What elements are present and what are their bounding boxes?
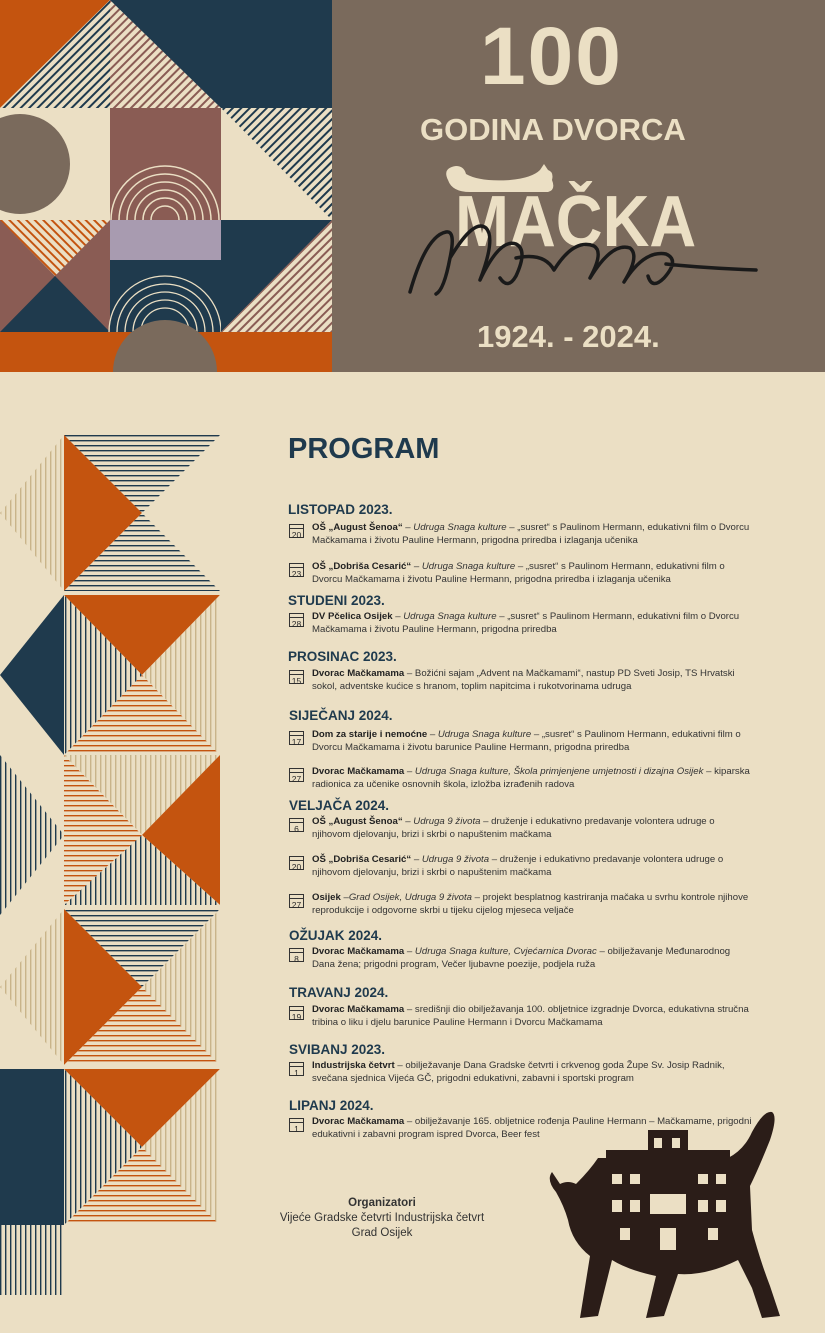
program-heading: PROGRAM	[288, 433, 440, 465]
event-day: 23	[291, 569, 302, 579]
calendar-icon	[289, 670, 304, 684]
cat-castle-silhouette-icon	[538, 1110, 800, 1328]
event-venue: Dvorac Mačkamama	[312, 766, 405, 777]
event-venue: Dvorac Mačkamama	[312, 1004, 405, 1015]
side-triangle-pattern	[0, 435, 222, 1295]
month-heading: LISTOPAD 2023.	[288, 502, 393, 517]
calendar-icon	[289, 948, 304, 962]
event-description: – „susret“ s Paulinom Hermann, edukativni film o Dvorcu Mačkamama i životu Pauline Hermann, prigodna priredba i izlaganja učenika	[312, 561, 725, 585]
calendar-icon	[289, 818, 304, 832]
month-heading: PROSINAC 2023.	[288, 649, 397, 664]
month-heading: OŽUJAK 2024.	[289, 928, 383, 943]
years-range: 1924. - 2024.	[477, 319, 660, 354]
event-venue: Dvorac Mačkamama	[312, 1116, 405, 1127]
month-heading: TRAVANJ 2024.	[289, 985, 389, 1000]
title-main: MAČKA	[455, 182, 697, 262]
event-venue: Industrijska četvrt	[312, 1060, 395, 1071]
event-item	[312, 1060, 752, 1085]
calendar-icon	[289, 768, 304, 782]
month-heading: SIJEČANJ 2024.	[289, 708, 393, 723]
event-day: 27	[291, 900, 302, 910]
event-organizer: – Udruga Snaga kulture	[411, 561, 516, 572]
calendar-icon	[289, 1118, 304, 1132]
calendar-icon	[289, 1006, 304, 1020]
event-day: 17	[291, 737, 302, 747]
event-description: – projekt besplatnog kastriranja mačaka u svrhu kontrole njihove reprodukcije i odgovorne skrbi u tijeku cijelog mjeseca veljače	[312, 892, 749, 916]
event-organizer: – Udruga Snaga kulture	[402, 522, 507, 533]
month-heading: VELJAČA 2024.	[289, 798, 390, 813]
event-item	[312, 816, 752, 841]
event-organizer: – Udruga Snaga kulture, Škola primjenjene umjetnosti i dizajna Osijek	[404, 766, 704, 777]
event-day: 15	[291, 676, 302, 686]
event-item	[312, 946, 752, 971]
calendar-icon	[289, 524, 304, 538]
event-venue: OŠ „Dobriša Cesarić“	[312, 854, 412, 865]
event-description: – obilježavanje 165. obljetnice rođenja Pauline Hermann – Mačkamame, prigodni edukativni i zabavni program ispred Dvorca, Beer fest	[312, 1116, 752, 1140]
calendar-icon	[289, 1062, 304, 1076]
event-description: – obilježavanje Dana Gradske četvrti i crkvenog goda Župe Sv. Josip Radnik, svečana sjednica Vijeća GČ, prigodni edukativni, zabavni i sportski program	[312, 1060, 725, 1084]
event-description: – „susret“ s Paulinom Hermann, edukativni film o Dvorcu Mačkamama i životu Pauline Hermann, prigodna priredba	[312, 611, 740, 635]
event-item	[312, 611, 752, 636]
event-item	[312, 766, 752, 791]
event-item	[312, 561, 752, 586]
header-banner	[0, 0, 825, 372]
event-organizer: – Udruga 9 života	[411, 854, 490, 865]
event-item	[312, 892, 752, 917]
title-number: 100	[480, 11, 623, 102]
event-venue: DV Pčelica Osijek	[312, 611, 393, 622]
title-subtitle: GODINA DVORCA	[420, 112, 686, 147]
calendar-icon	[289, 563, 304, 577]
organizers-block	[262, 1196, 502, 1241]
event-item	[312, 1004, 752, 1029]
event-description: – druženje i edukativno predavanje volontera udruge o njihovom djelovanju, brizi i skrbi o napuštenim mačkama	[312, 816, 715, 840]
event-venue: OŠ „August Šenoa“	[312, 522, 403, 533]
event-description: – Božićni sajam „Advent na Mačkamami“, nastup PD Sveti Josip, TS Hrvatski sokol, adventske kućice s hranom, toplim napitcima i rukotvorinama udruga	[312, 668, 735, 692]
event-day: 28	[291, 619, 302, 629]
event-description: – „susret“ s Paulinom Hermann, edukativni film o Dvorcu Mačkamama i životu barunice Pauline Hermann, prigodna priredba	[312, 729, 741, 753]
month-heading: SVIBANJ 2023.	[289, 1042, 386, 1057]
mama-script-signature-icon	[404, 198, 764, 308]
event-organizer: – Udruga 9 života	[402, 816, 481, 827]
event-venue: Dvorac Mačkamama	[312, 946, 405, 957]
event-description: – kiparska radionica za učenike osnovnih škola, izložba izrađenih radova	[312, 766, 750, 790]
event-item	[312, 668, 752, 693]
event-day: 20	[291, 530, 302, 540]
event-day: 1	[294, 1124, 299, 1134]
event-day: 6	[294, 824, 299, 834]
event-description: – obilježavanje Međunarodnog Dana žena; prigodni program, Večer ljubavne poezije, podjela ruža	[312, 946, 731, 970]
event-day: 8	[294, 954, 299, 964]
event-organizer: – Udruga Snaga kulture, Cvjećarnica Dvorac	[404, 946, 597, 957]
event-organizer: –Grad Osijek, Udruga 9 života	[340, 892, 472, 903]
event-venue: Dvorac Mačkamama	[312, 668, 405, 679]
month-heading: STUDENI 2023.	[288, 593, 385, 608]
event-item	[312, 522, 752, 547]
event-venue: Dom za starije i nemoćne	[312, 729, 428, 740]
calendar-icon	[289, 894, 304, 908]
organizers-title: Organizatori	[348, 1197, 416, 1209]
event-organizer: – Udruga Snaga kulture	[392, 611, 497, 622]
event-day: 19	[291, 1012, 302, 1022]
event-venue: OŠ „August Šenoa“	[312, 816, 403, 827]
event-day: 1	[294, 1068, 299, 1078]
event-venue: OŠ „Dobriša Cesarić“	[312, 561, 412, 572]
calendar-icon	[289, 731, 304, 745]
calendar-icon	[289, 613, 304, 627]
geometric-pattern-graphic	[0, 0, 332, 372]
event-venue: Osijek	[312, 892, 341, 903]
event-organizer: – Udruga Snaga kulture	[427, 729, 532, 740]
organizer-line-1: Vijeće Gradske četvrti Industrijska četvrt	[279, 1212, 485, 1224]
event-item	[312, 854, 752, 879]
calendar-icon	[289, 856, 304, 870]
event-description: – središnji dio obilježavanja 100. obljetnice izgradnje Dvorca, edukativna stručna tribina o liku i djelu barunice Pauline Hermann i Dvorcu Mačkamama	[312, 1004, 749, 1028]
organizer-line-2: Grad Osijek	[351, 1227, 413, 1239]
event-description: – „susret“ s Paulinom Hermann, edukativni film o Dvorcu Mačkamama i životu Pauline Hermann, prigodna priredba i izlaganja učenika	[312, 522, 750, 546]
month-heading: LIPANJ 2024.	[289, 1098, 374, 1113]
event-description: – druženje i edukativno predavanje volontera udruge o njihovom djelovanju, brizi i skrbi o napuštenim mačkama	[312, 854, 724, 878]
event-day: 27	[291, 774, 302, 784]
event-day: 20	[291, 862, 302, 872]
event-item	[312, 729, 752, 754]
